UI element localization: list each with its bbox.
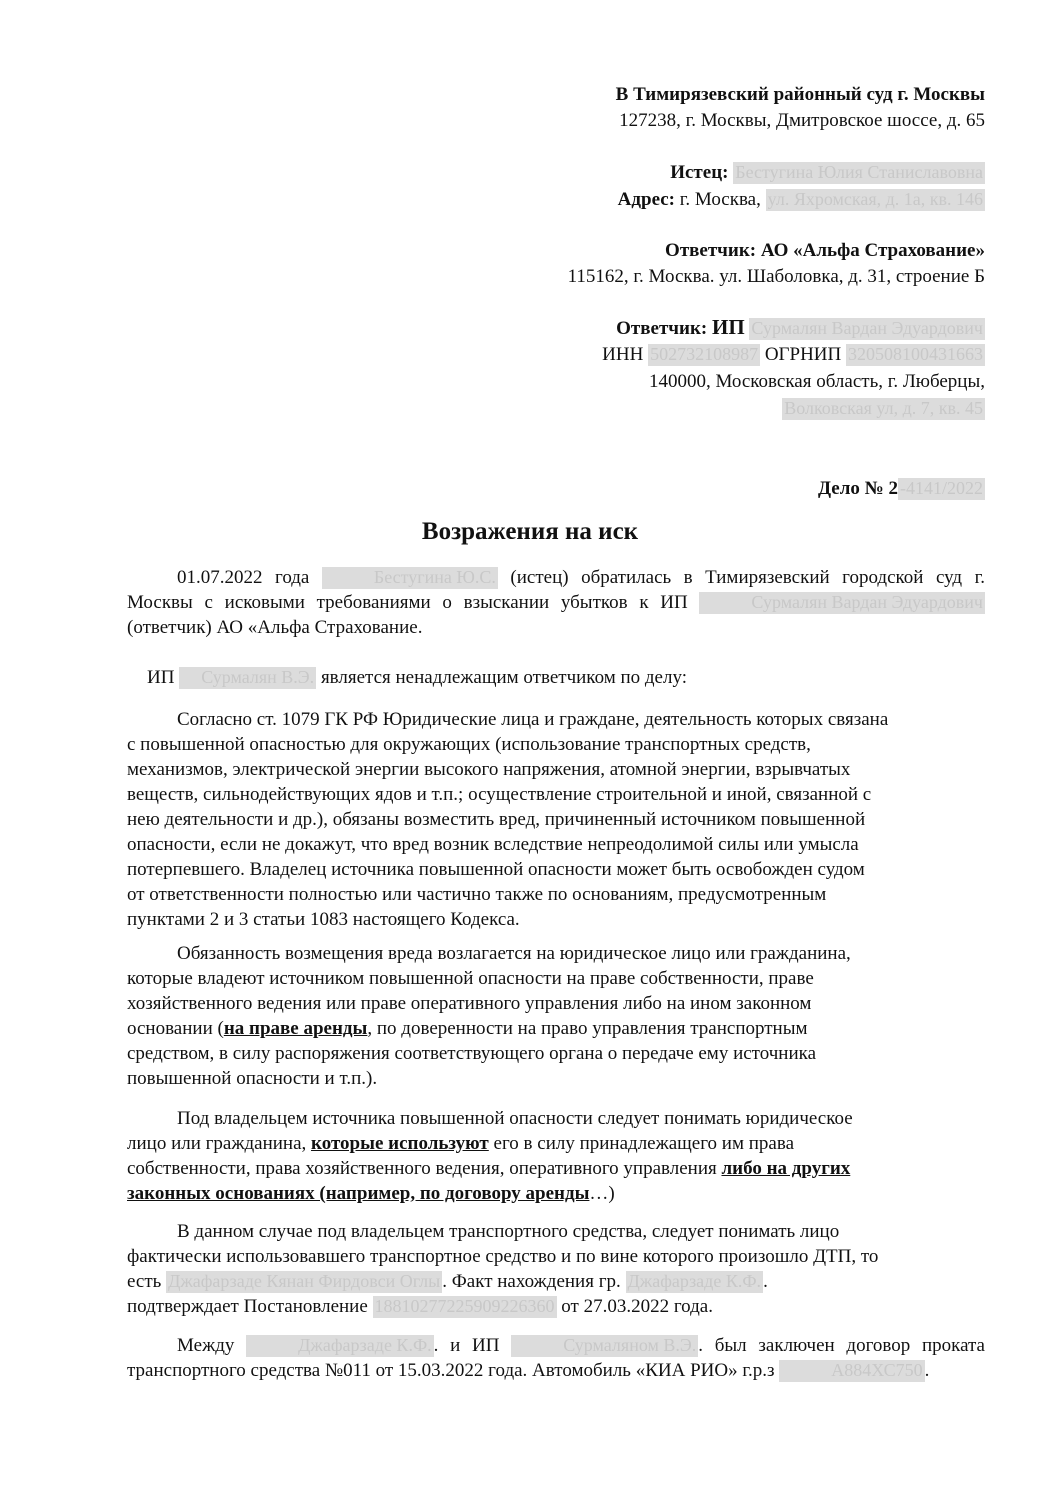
document-title: Возражения на иск [421, 518, 639, 545]
redacted-defendant-name: Сурмалян Вардан Эдуардович [699, 592, 985, 614]
address-label: Адрес: [617, 189, 675, 210]
redacted-driver-short: Джафарзаде К.Ф. [627, 1271, 762, 1291]
redacted-plaintiff-name: Бестугина Юлия Станиславовна [735, 162, 983, 182]
redacted-driver-initials: Джафарзаде К.Ф. [246, 1335, 434, 1357]
defendant1-address: 115162, г. Москва. ул. Шаболовка, д. 31, строение Б [567, 266, 985, 287]
defendant2-ip: ИП [711, 315, 745, 339]
defendant2-address: 140000, Московская область, г. Люберцы, [648, 371, 985, 392]
paragraph-rental-contract: Между Джафарзаде К.Ф. . и ИП Сурмаляном В.Э. . был заключен договор проката транспортного средства №011 от 15.03.2022 года. Автомобиль «КИА РИО» г.р.з А884ХС750 . [127, 1335, 985, 1381]
defendant1-label: Ответчик: АО «Альфа Страхование» [665, 240, 985, 261]
emphasis-other-grounds: либо на других [721, 1158, 851, 1179]
redacted-defendant2-name: Сурмалян Вардан Эдуардович [751, 318, 983, 338]
paragraph-improper-defendant: ИП Сурмалян В.Э. является ненадлежащим ответчиком по делу: [147, 667, 688, 688]
inn-line [602, 342, 985, 368]
ogrnip-label: ОГРНИП [764, 344, 842, 365]
redacted-resolution-number: 18810277225909226360 [374, 1296, 555, 1316]
paragraph-claim: 01.07.2022 года Бестугина Ю.С. (истец) обратилась в Тимирязевский городской суд г. Москвы с исковыми требованиями о взыскании убытков к ИП Сурмалян Вардан Эдуардович (ответчик) АО «Альфа Страхование. [127, 567, 985, 638]
emphasis-lease: законных основаниях (например, по договору аренды [127, 1183, 590, 1204]
address-city: г. Москва, [679, 189, 761, 210]
plaintiff-line [670, 160, 985, 186]
redacted-plate-number: А884ХС750 [779, 1360, 924, 1382]
redacted-case-number: -4141/2022 [900, 478, 983, 498]
emphasis-use: которые используют [311, 1133, 489, 1154]
redacted-driver-name: Джафарзаде Кянан Фирдовси Оглы [168, 1271, 441, 1291]
defendant2-line [616, 314, 985, 342]
redacted-plaintiff-short: Бестугина Ю.С. [322, 567, 498, 589]
redacted-defendant-instrumental: Сурмаляном В.Э. [511, 1335, 698, 1357]
emphasis-rent: на праве аренды [223, 1018, 368, 1039]
court-name: В Тимирязевский районный суд г. Москвы [615, 84, 985, 105]
redacted-defendant2-street: Волковская ул, д. 7, кв. 45 [784, 398, 983, 418]
redacted-inn: 502732108987 [650, 344, 759, 364]
paragraph-liability: Обязанность возмещения вреда возлагается на юридическое лицо или гражданина, которые владеют источником повышенной опасности на праве собственности, праве хозяйственного ведения или праве оперативного управления либо на ином законном основании (на праве аренды, по доверенности на право управления транспортным средством, в силу распоряжения соответствующего органа о передаче ему источника повышенной опасности и т.п.). [127, 943, 851, 1089]
case-label: Дело № 2 [818, 478, 898, 499]
plaintiff-label: Истец: [670, 162, 729, 183]
paragraph-article-1079: Согласно ст. 1079 ГК РФ Юридические лица и граждане, деятельность которых связана с повышенной опасностью для окружающих (использование транспортных средств, механизмов, электрической энергии высокого напряжения, атомной энергии, взрывчатых веществ, сильнодействующих ядов и т.п.; осуществление строительной и иной, связанной с нею деятельности и др.), обязаны возместить вред, причиненный источником повышенной опасности, если не докажут, что вред возник вследствие непреодолимой силы или умысла потерпевшего. Владелец источника повышенной опасности может быть освобожден судом от ответственности полностью или частично также по основаниям, предусмотренным пунктами 2 и 3 статьи 1083 настоящего Кодекса. [127, 709, 889, 930]
defendant2-street-line [782, 396, 985, 422]
case-number-line [818, 476, 985, 502]
plaintiff-address-line [618, 187, 985, 213]
court-address: 127238, г. Москвы, Дмитровское шоссе, д. 65 [619, 110, 985, 131]
redacted-ogrnip: 320508100431663 [848, 344, 983, 364]
paragraph-owner-definition: Под владельцем источника повышенной опасности следует понимать юридическое лицо или гражданина, которые используют его в силу принадлежащего им права собственности, права хозяйственного ведения, оперативного управления либо на других законных основаниях (например, по договору аренды…) [127, 1108, 853, 1204]
redacted-plaintiff-address: ул. Яхромская, д. 1а, кв. 146 [767, 189, 983, 209]
defendant2-label: Ответчик: [616, 318, 708, 339]
redacted-defendant-short: Сурмалян В.Э. [179, 667, 316, 689]
inn-label: ИНН [602, 344, 644, 365]
paragraph-actual-owner: В данном случае под владельцем транспортного средства, следует понимать лицо фактически использовавшего транспортное средство и по вине которого произошло ДТП, то есть Джафарзаде Кянан Фирдовси Оглы . Факт нахождения гр. Джафарзаде К.Ф. . подтверждает Постановление 18810277225909226360 от 27.03.2022 года. [127, 1221, 879, 1317]
